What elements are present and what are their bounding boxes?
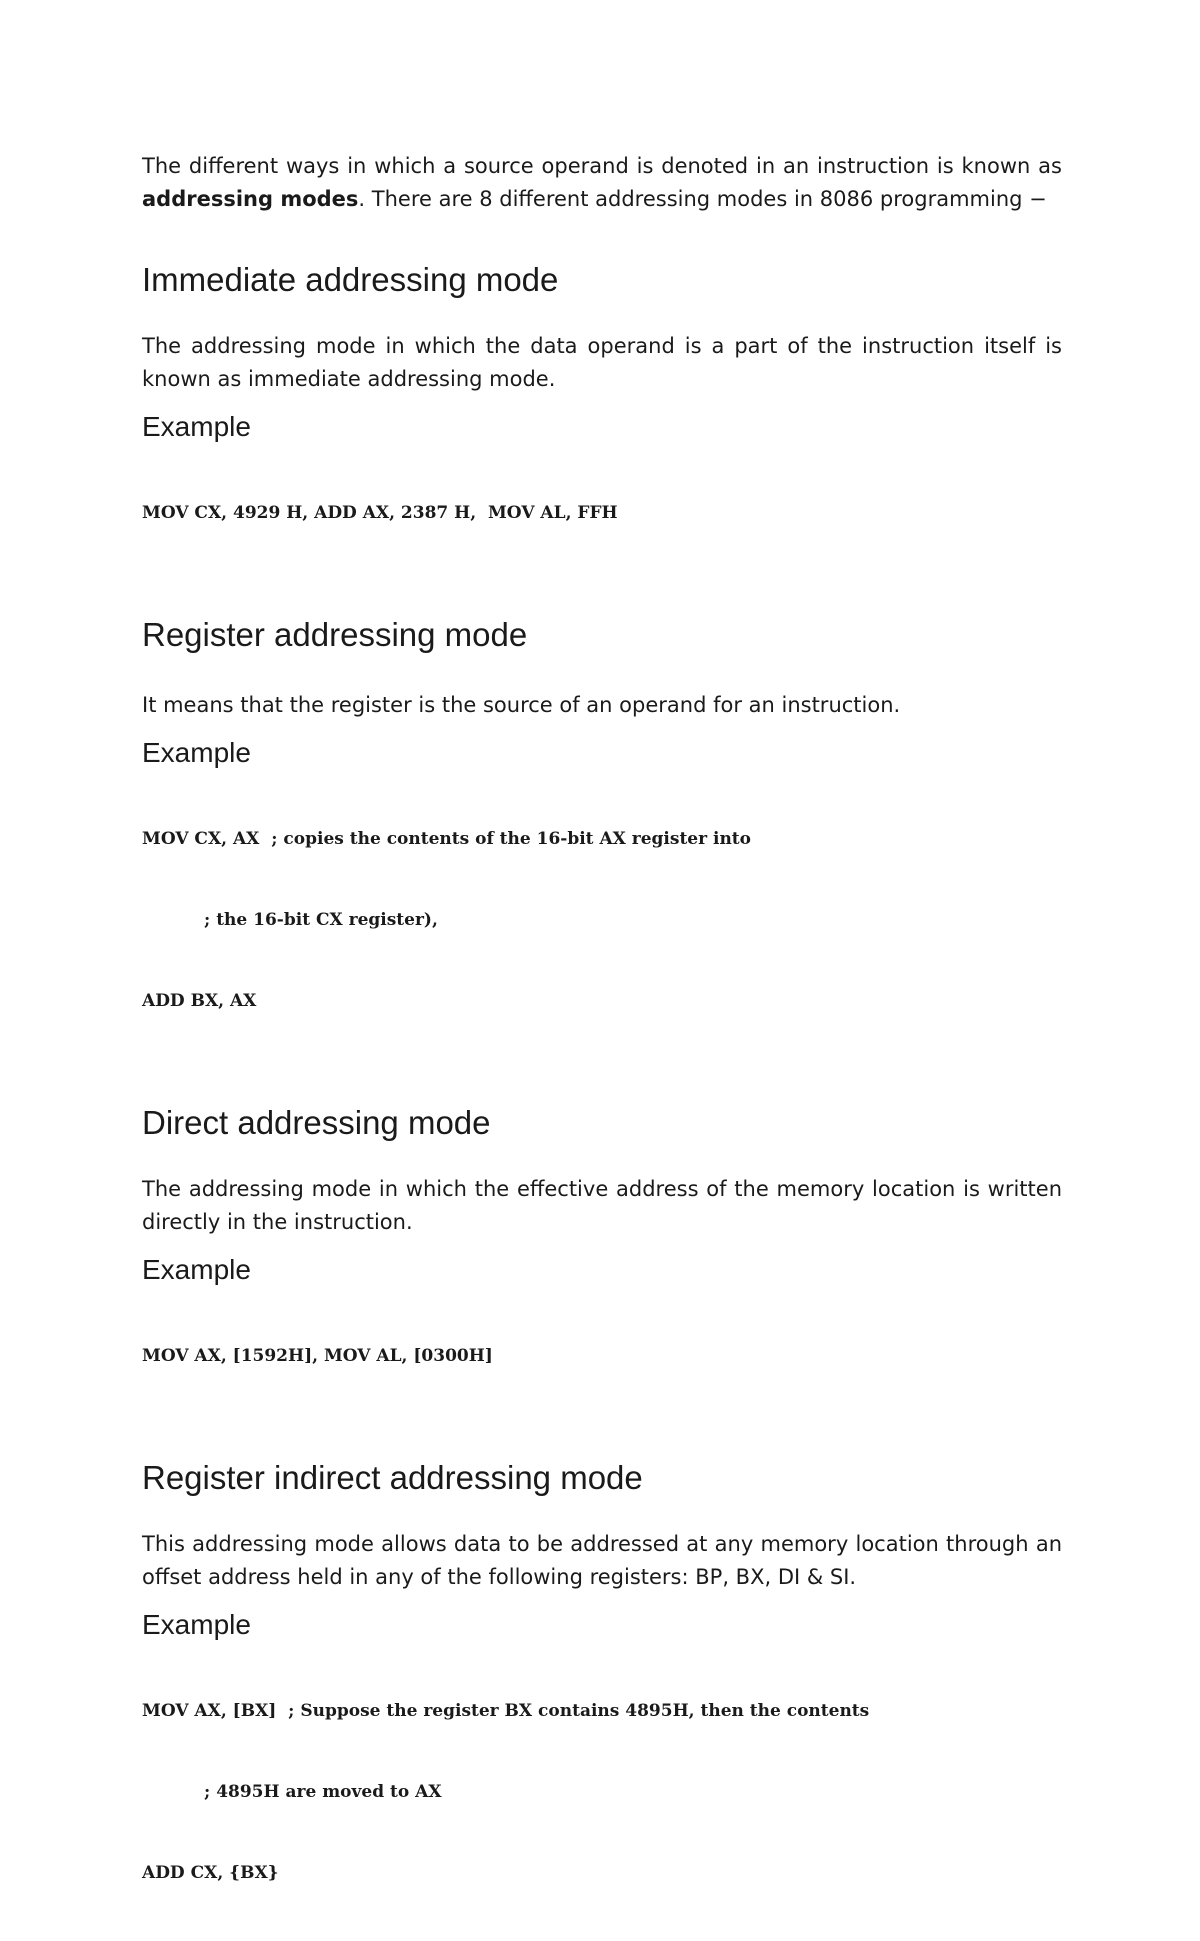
section-description-direct: The addressing mode in which the effective address of the memory location is written directly in the instruction. <box>142 1177 1062 1234</box>
section-heading-direct: Direct addressing mode <box>142 1104 491 1141</box>
intro-paragraph <box>142 150 1062 216</box>
code-line: ADD BX, AX <box>142 991 257 1011</box>
section-description-register-indirect: This addressing mode allows data to be addressed at any memory location through an offset address held in any of the following registers: BP, BX, DI & SI. <box>142 1532 1062 1589</box>
example-label-immediate: Example <box>142 411 251 442</box>
section-heading-register-indirect: Register indirect addressing mode <box>142 1459 643 1496</box>
code-line: MOV AX, [BX] ; Suppose the register BX contains 4895H, then the contents <box>142 1701 870 1721</box>
code-block-register-indirect <box>142 1644 1062 1941</box>
code-block-register <box>142 772 1062 1069</box>
section-description-immediate: The addressing mode in which the data operand is a part of the instruction itself is known as immediate addressing mode. <box>142 334 1062 391</box>
code-line: MOV CX, 4929 H, ADD AX, 2387 H, MOV AL, FFH <box>142 503 618 523</box>
code-block-immediate <box>142 446 1062 581</box>
intro-bold-term: addressing modes <box>142 187 359 211</box>
code-block-direct <box>142 1289 1062 1424</box>
code-line: MOV CX, AX ; copies the contents of the 16-bit AX register into <box>142 829 751 849</box>
intro-text-end: . There are 8 different addressing modes in 8086 programming − <box>358 187 1047 211</box>
intro-text-start: The different ways in which a source operand is denoted in an instruction is known as <box>142 154 1062 178</box>
section-description-register: It means that the register is the source of an operand for an instruction. <box>142 693 901 717</box>
code-line: ; 4895H are moved to AX <box>204 1782 442 1802</box>
section-heading-register: Register addressing mode <box>142 616 528 653</box>
code-line: ; the 16-bit CX register), <box>204 910 438 930</box>
section-heading-immediate: Immediate addressing mode <box>142 261 559 298</box>
code-line: ADD CX, {BX} <box>142 1863 279 1883</box>
example-label-register: Example <box>142 737 251 768</box>
document-page <box>142 150 1062 1941</box>
example-label-direct: Example <box>142 1254 251 1285</box>
example-label-register-indirect: Example <box>142 1609 251 1640</box>
code-line: MOV AX, [1592H], MOV AL, [0300H] <box>142 1346 493 1366</box>
